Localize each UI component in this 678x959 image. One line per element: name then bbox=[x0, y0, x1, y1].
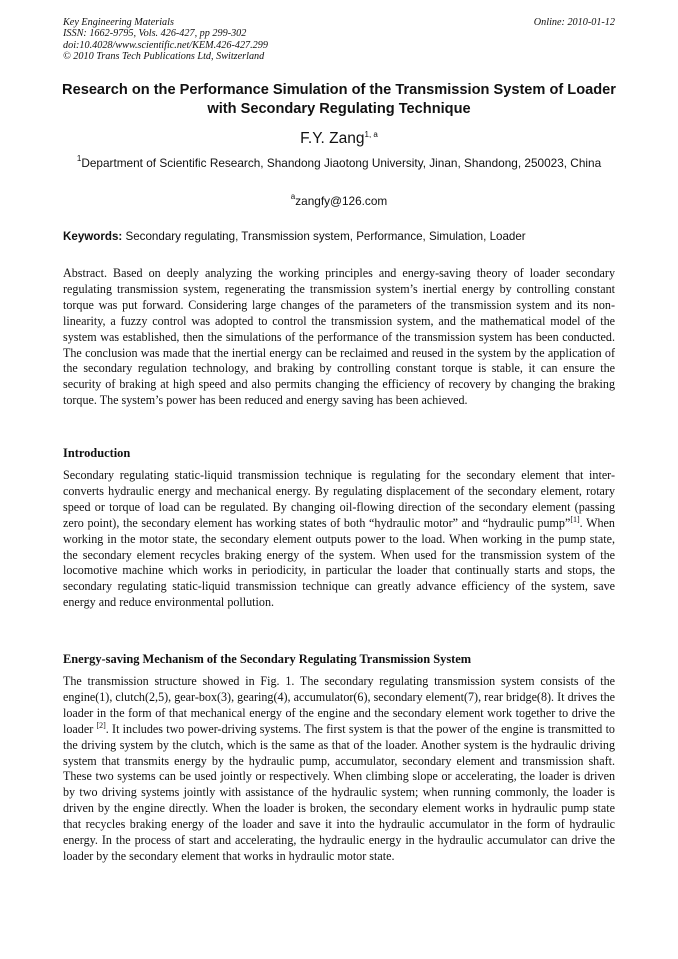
mech-text-part1: The transmission structure showed in Fig. 1. The secondary regulating transmission system consists of the engine(1), clutch(2,5), gear-box(3), gearing(4), accumulator(6), secondary element(7), rear bridge(8). It drives the loader in the form of that mechanical energy of the engine and the secondary element work together to drive the loader bbox=[63, 674, 615, 736]
keywords-text: Secondary regulating, Transmission system, Performance, Simulation, Loader bbox=[122, 230, 526, 243]
copyright-line: © 2010 Trans Tech Publications Ltd, Switzerland bbox=[63, 51, 265, 63]
journal-name: Key Engineering Materials bbox=[63, 17, 174, 28]
author-superscript: 1, a bbox=[364, 130, 378, 139]
email-superscript: a bbox=[290, 192, 296, 201]
affiliation-text: Department of Scientific Research, Shandong Jiaotong University, Jinan, Shandong, 250023, China bbox=[81, 156, 602, 170]
abstract-paragraph: Abstract. Based on deeply analyzing the working principles and energy-saving theory of loader secondary regulating transmission system, regenerating the transmission system’s inertial energy by controlling constant torque was put forward. Considering large changes of the parameters of the transmission system and its non-linearity, a fuzzy control was adopted to control the transmission system, and the mathematical model of the system was established, then the simulations of the performance of the transmission system has been conducted. The conclusion was made that the inertial energy can be reclaimed and reused in the system by the application of the secondary regulation technology, and braking by controlling constant torque is stable, it can ensure the security of braking at high speed and also permits changing the efficiency of recovery by changing the braking torque. The system’s power has been reduced and energy saving has been achieved. bbox=[63, 266, 615, 408]
paper-title: Research on the Performance Simulation of the Transmission System of Loader with Secondary Regulating Technique bbox=[62, 82, 616, 117]
citation-1: [1] bbox=[570, 514, 580, 524]
mech-text-part2: . It includes two power-driving systems. The first system is that the power of the engine is transmitted to the driving system by the clutch, which is the same as that of the loader. Another system is the hydraulic driving system that transmits energy by the hydraulic pump, accumulator, secondary element and transmission shaft. These two systems can be used jointly or respectively. When climbing slope or accelerating, the loader is driven by two driving systems jointly with assistance of the hydraulic system; when running commonly, the loader is driven by the engine directly. When the loader is broken, the secondary element works in hydraulic pump state that recycles braking energy of the loader and save it into the hydraulic accumulator in the form of hydraulic energy. In the process of start and accelerating, the hydraulic energy in the hydraulic accumulator can drive the loader by the secondary element that works in hydraulic motor state. bbox=[63, 721, 615, 863]
citation-2: [2] bbox=[96, 720, 106, 730]
introduction-heading: Introduction bbox=[63, 446, 131, 460]
affiliation bbox=[64, 155, 614, 172]
affiliation-superscript: 1 bbox=[76, 154, 82, 163]
author-name: F.Y. Zang bbox=[300, 130, 365, 147]
introduction-paragraph bbox=[63, 468, 615, 611]
keywords bbox=[63, 229, 615, 244]
mechanism-heading: Energy-saving Mechanism of the Secondary Regulating Transmission System bbox=[63, 652, 472, 666]
journal-header bbox=[63, 17, 268, 63]
author-line bbox=[0, 130, 678, 148]
intro-text-part2: . When working in the motor state, the secondary element outputs power to the load. When working in the pump state, the secondary element recycles braking energy of the system. When used for the transmission system of the locomotive machine which works in periodicity, in particular the loader that continually starts and stops, the secondary regulating static-liquid transmission technique can greatly advance efficiency of the system, save energy and reduce environmental pollution. bbox=[63, 515, 615, 610]
email-address: zangfy@126.com bbox=[295, 194, 388, 208]
intro-text-part1: Secondary regulating static-liquid transmission technique is regulating for the secondary element that inter-converts hydraulic energy and mechanical energy. By regulating displacement of the secondary element, rotary speed or torque of load can be regulated. By changing oil-flowing direction of the secondary element (passing zero point), the secondary element has working states of both “hydraulic motor” and “hydraulic pump” bbox=[63, 468, 615, 530]
issn-line: ISSN: 1662-9795, Vols. 426-427, pp 299-302 bbox=[63, 28, 247, 40]
email-line bbox=[0, 194, 678, 208]
doi-line: doi:10.4028/www.scientific.net/KEM.426-427.299 bbox=[63, 39, 268, 51]
online-date: Online: 2010-01-12 bbox=[533, 17, 615, 28]
mechanism-paragraph bbox=[63, 674, 615, 865]
keywords-label: Keywords: bbox=[63, 230, 123, 243]
